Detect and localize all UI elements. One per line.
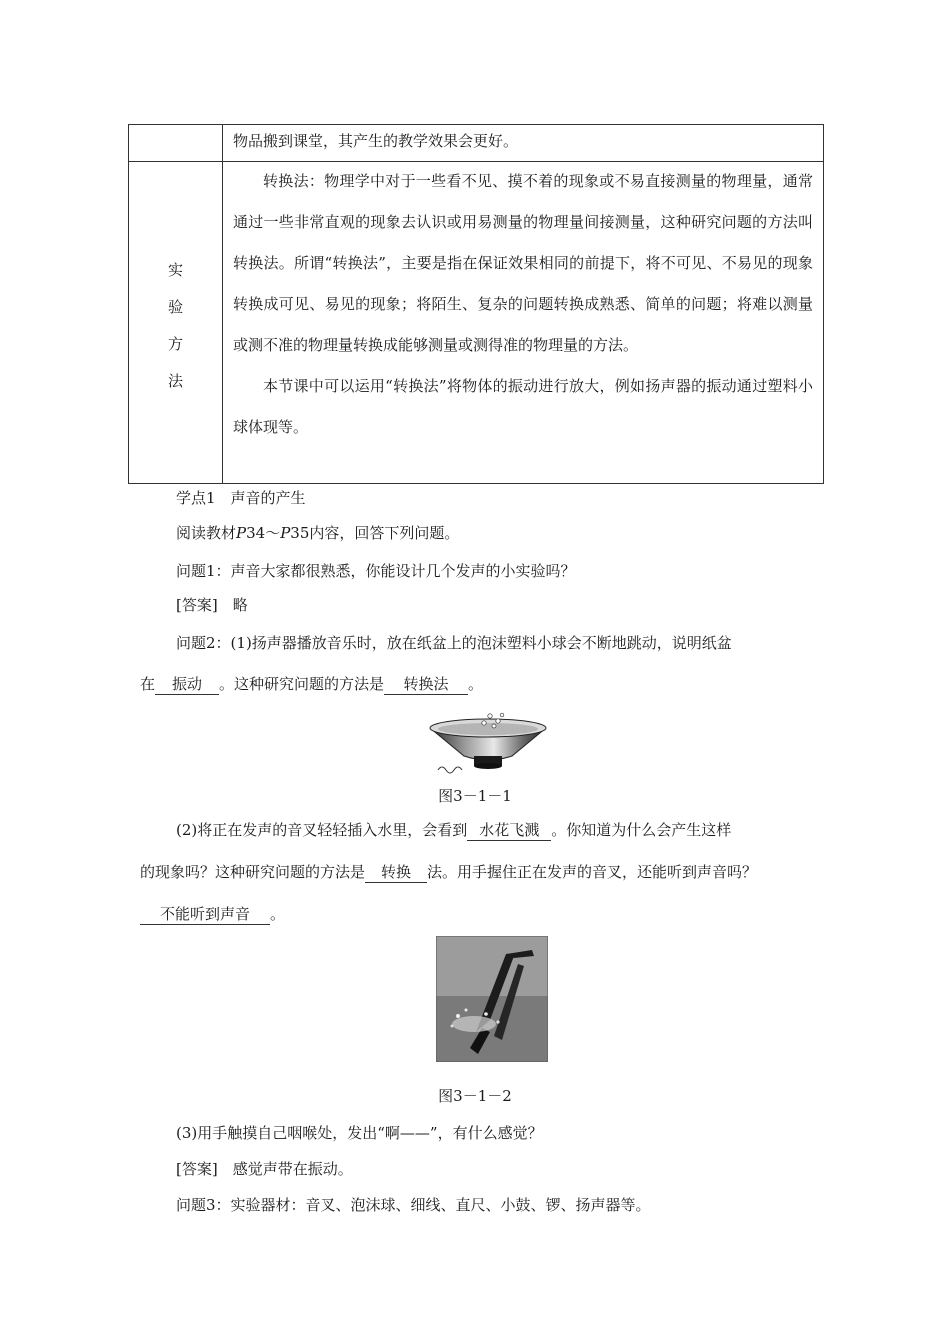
table-row1-text: 物品搬到课堂，其产生的教学效果会更好。 bbox=[233, 132, 519, 150]
side-label-char: 方 bbox=[167, 335, 183, 353]
side-label-char: 验 bbox=[167, 298, 183, 316]
question-1: 问题1：声音大家都很熟悉，你能设计几个发声的小实验吗？ bbox=[176, 562, 576, 580]
question-3: 问题3：实验器材：音叉、泡沫球、细线、直尺、小鼓、锣、扬声器等。 bbox=[176, 1196, 651, 1214]
tuning-fork-water-photo bbox=[436, 936, 548, 1062]
page-letter: P bbox=[236, 524, 247, 542]
page-number: 34～ bbox=[246, 524, 281, 542]
q2-text: 。 bbox=[468, 675, 484, 693]
table-method-cell bbox=[233, 161, 813, 448]
question-2-part2-line1 bbox=[176, 818, 731, 842]
reading-instruction bbox=[176, 521, 459, 545]
figure-1-caption: 图3－1－1 bbox=[438, 787, 512, 805]
answer-blank: 转换法 bbox=[384, 674, 468, 695]
answer-blank: 水花飞溅 bbox=[467, 820, 551, 841]
figure-2-caption: 图3－1－2 bbox=[438, 1087, 512, 1105]
table-side-label bbox=[129, 252, 222, 400]
question-2-part2-line3 bbox=[140, 902, 824, 926]
question-2-line2 bbox=[140, 672, 824, 696]
answer-2-part3: [答案] 感觉声带在振动。 bbox=[176, 1160, 353, 1178]
page-number: 35内容，回答下列问题。 bbox=[290, 524, 460, 542]
answer-blank: 不能听到声音 bbox=[140, 904, 270, 925]
q2-text: 。这种研究问题的方法是 bbox=[219, 675, 385, 693]
lesson-application-paragraph: 本节课中可以运用“转换法”将物体的振动进行放大，例如扬声器的振动通过塑料小球体现等。 bbox=[233, 377, 813, 436]
side-label-char: 法 bbox=[167, 372, 183, 390]
question-2-part2-line2 bbox=[140, 860, 824, 884]
q2-text: 在 bbox=[140, 675, 156, 693]
q2-2-text: 。你知道为什么会产生这样 bbox=[551, 821, 732, 839]
table-column-divider bbox=[222, 125, 223, 483]
answer-1: [答案] 略 bbox=[176, 596, 248, 614]
method-table bbox=[128, 124, 824, 484]
q2-2-text: (2)将正在发声的音叉轻轻插入水里，会看到 bbox=[176, 821, 468, 839]
page-letter: P bbox=[280, 524, 291, 542]
question-2-part3: (3)用手触摸自己咽喉处，发出“啊——”，有什么感觉？ bbox=[176, 1124, 543, 1142]
conversion-method-paragraph: 转换法：物理学中对于一些看不见、摸不着的现象或不易直接测量的物理量，通常通过一些非常直观的现象去认识或用易测量的物理量间接测量，这种研究问题的方法叫转换法。所谓“转换法”，主要是指在保证效果相同的前提下，将不可见、不易见的现象转换成可见、易见的现象；将陌生、复杂的问题转换成熟悉、简单的问题；将难以测量或测不准的物理量转换成能够测量或测得准的物理量的方法。 bbox=[233, 172, 813, 354]
q2-2-text: 的现象吗？这种研究问题的方法是 bbox=[140, 863, 366, 881]
q2-2-text: 法。用手握住正在发声的音叉，还能听到声音吗？ bbox=[427, 863, 758, 881]
point-title: 学点1 声音的产生 bbox=[176, 489, 306, 507]
q2-2-text: 。 bbox=[270, 905, 286, 923]
speaker-bowl-illustration bbox=[428, 712, 548, 778]
answer-blank: 转换 bbox=[365, 862, 427, 883]
question-2-line1: 问题2：(1)扬声器播放音乐时，放在纸盆上的泡沫塑料小球会不断地跳动，说明纸盆 bbox=[176, 634, 732, 652]
answer-blank: 振动 bbox=[155, 674, 219, 695]
reading-prefix: 阅读教材 bbox=[176, 524, 237, 542]
side-label-char: 实 bbox=[167, 261, 183, 279]
